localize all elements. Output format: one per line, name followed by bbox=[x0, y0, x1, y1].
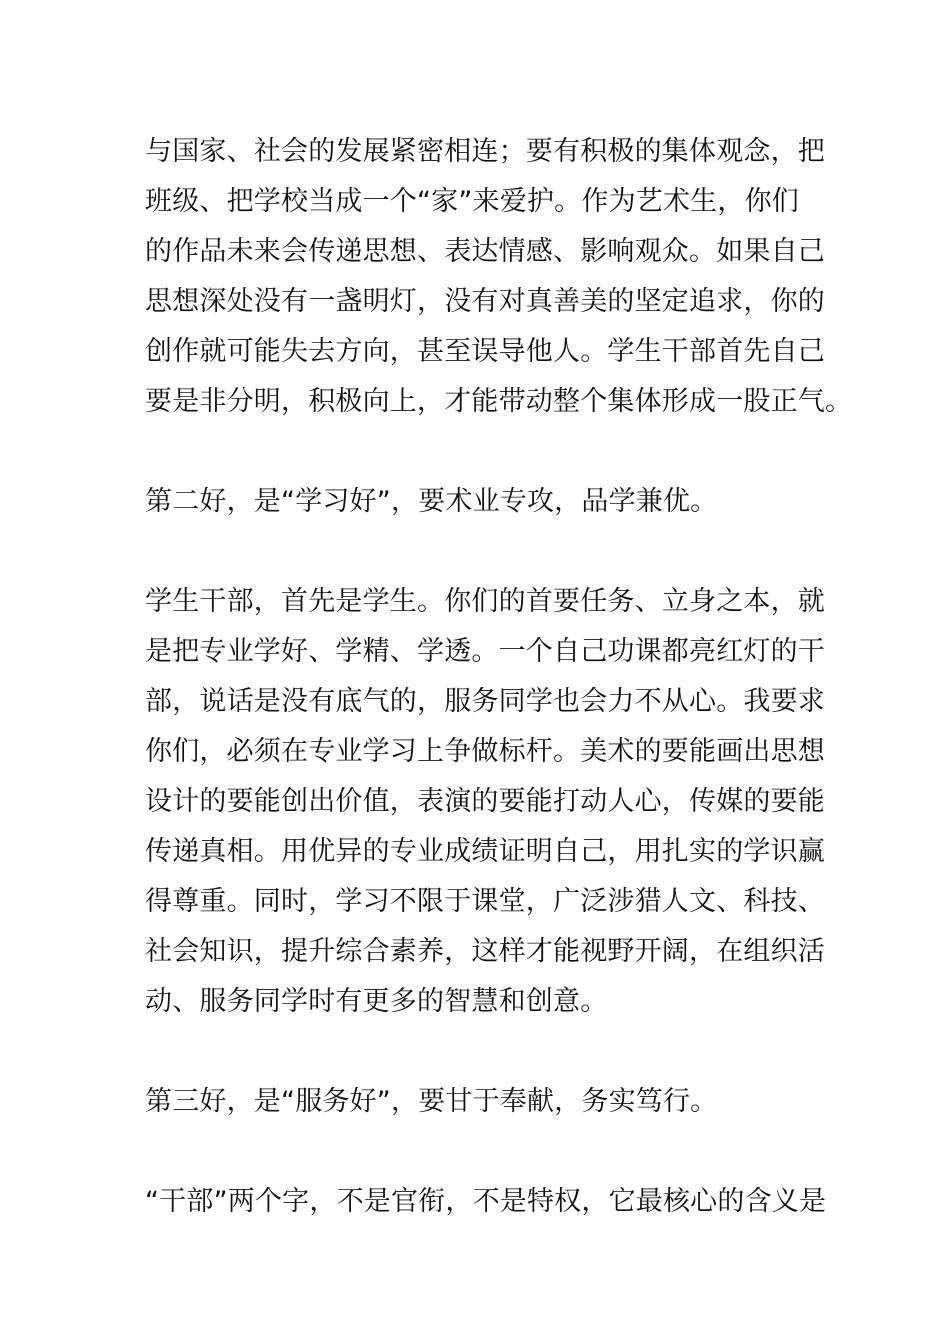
text-line: 部，说话是没有底气的，服务同学也会力不从心。我要求 bbox=[145, 686, 825, 717]
section-heading-service bbox=[145, 1077, 810, 1127]
text-line: 学生干部，首先是学生。你们的首要任务、立身之本，就 bbox=[145, 586, 825, 617]
text-line: 要是非分明，积极向上，才能带动整个集体形成一股正气。 bbox=[145, 386, 853, 417]
text-line: 传递真相。用优异的专业成绩证明自己，用扎实的学识赢 bbox=[145, 836, 825, 867]
text-line: 第三好，是“服务好”，要甘于奉献，务实笃行。 bbox=[145, 1086, 718, 1117]
text-line: 第二好，是“学习好”，要术业专攻，品学兼优。 bbox=[145, 486, 718, 517]
text-line: “干部”两个字，不是官衔，不是特权，它最核心的含义是 bbox=[145, 1186, 827, 1217]
paragraph-spacer bbox=[145, 427, 810, 477]
text-line: 创作就可能失去方向，甚至误导他人。学生干部首先自己 bbox=[145, 336, 825, 367]
section-heading-study bbox=[145, 477, 810, 527]
paragraph-study bbox=[145, 577, 825, 1027]
text-line: 得尊重。同时，学习不限于课堂，广泛涉猎人文、科技、 bbox=[145, 886, 825, 917]
text-line: 社会知识，提升综合素养，这样才能视野开阔，在组织活 bbox=[145, 936, 825, 967]
text-line: 你们，必须在专业学习上争做标杆。美术的要能画出思想 bbox=[145, 736, 825, 767]
text-line: 是把专业学好、学精、学透。一个自己功课都亮红灯的干 bbox=[145, 636, 825, 667]
text-line: 设计的要能创出价值，表演的要能打动人心，传媒的要能 bbox=[145, 786, 825, 817]
text-line: 动、服务同学时有更多的智慧和创意。 bbox=[145, 986, 608, 1017]
text-line: 与国家、社会的发展紧密相连；要有积极的集体观念，把 bbox=[145, 136, 825, 167]
text-line: 班级、把学校当成一个“家”来爱护。作为艺术生，你们 bbox=[145, 186, 799, 217]
text-line: 的作品未来会传递思想、表达情感、影响观众。如果自己 bbox=[145, 236, 825, 267]
paragraph-collective-awareness bbox=[145, 127, 853, 427]
paragraph-spacer bbox=[145, 527, 810, 577]
paragraph-spacer bbox=[145, 1027, 810, 1077]
paragraph-spacer bbox=[145, 1127, 810, 1177]
document-body bbox=[145, 127, 853, 1227]
text-line: 思想深处没有一盏明灯，没有对真善美的坚定追求，你的 bbox=[145, 286, 825, 317]
paragraph-service bbox=[145, 1177, 827, 1227]
